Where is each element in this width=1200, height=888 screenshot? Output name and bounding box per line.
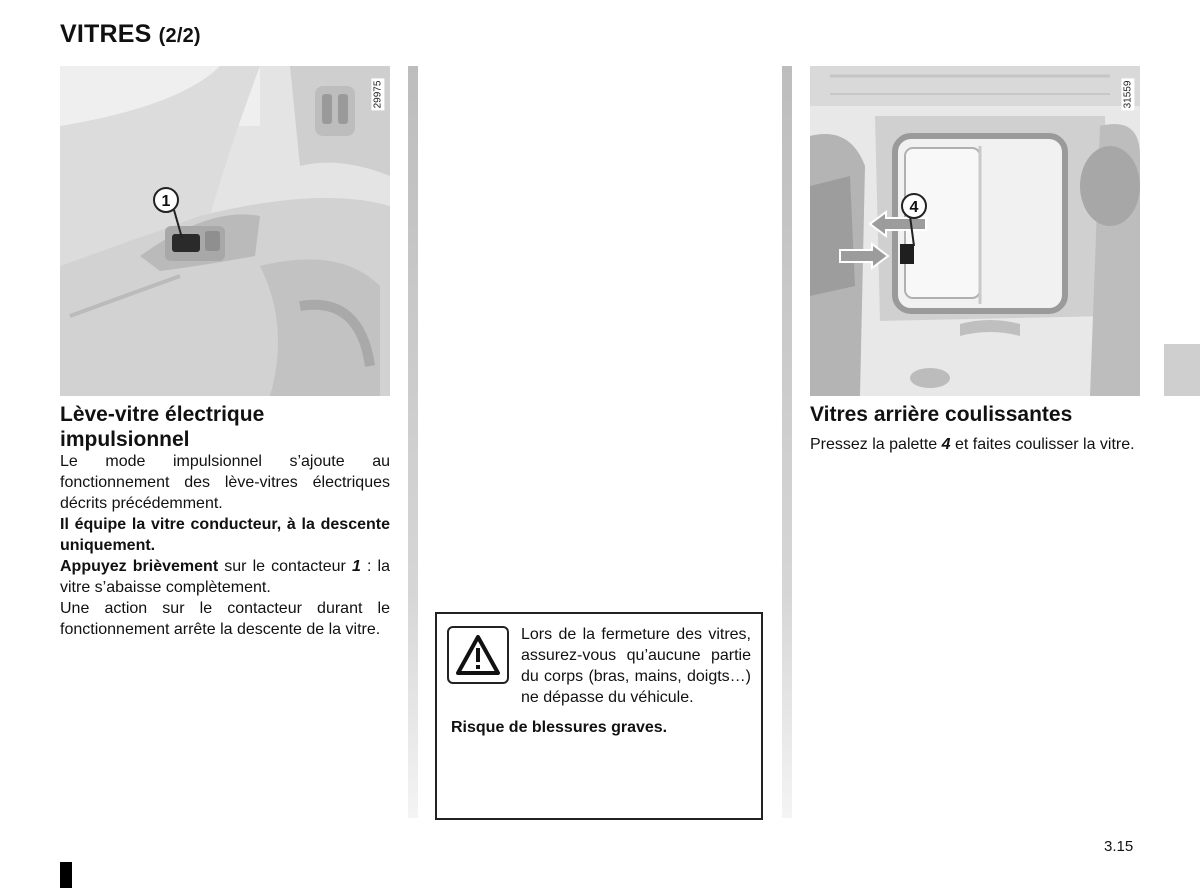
text: Pressez la palette — [810, 436, 942, 453]
chapter-tab — [1164, 344, 1200, 396]
right-section — [810, 402, 1140, 455]
door-switch-photo — [60, 66, 390, 396]
warning-text — [451, 624, 751, 738]
column-divider-right — [782, 66, 792, 818]
figure-code: 31559 — [1122, 80, 1134, 109]
paragraph — [810, 434, 1140, 455]
palette-callout-label: 4 — [909, 199, 919, 216]
warning-message: Lors de la fermeture des vitres, assurez-vous qu’aucune partie du corps (bras, mains, doigts…) ne dépasse du véhicule. — [521, 626, 751, 706]
text: et faites coulisser la vitre. — [950, 436, 1135, 453]
bold-text: Appuyez brièvement — [60, 558, 219, 575]
page-number: 3.15 — [1104, 838, 1134, 855]
switch-callout-label: 1 — [161, 193, 171, 210]
sliding-window-photo — [810, 66, 1140, 396]
bold-text: Il équipe la vitre conducteur, à la descente uniquement. — [60, 516, 390, 554]
column-divider-left — [408, 66, 418, 818]
warning-box — [435, 612, 763, 820]
figure-code: 29975 — [372, 80, 384, 109]
left-body — [60, 451, 390, 640]
text: : la vitre s’abaisse complètement. — [60, 558, 391, 596]
section-heading: Vitres arrière coulissantes — [810, 403, 1073, 426]
sliding-window-illustration — [810, 66, 1140, 396]
page-title — [60, 20, 201, 49]
right-body — [810, 434, 1140, 455]
warning-risk: Risque de blessures graves. — [451, 719, 668, 736]
left-section — [60, 402, 390, 640]
reference-number: 4 — [941, 436, 951, 453]
page-title-suffix: (2/2) — [158, 25, 201, 47]
section-heading: Lève-vitre électrique impulsionnel — [60, 403, 265, 451]
paragraph: Une action sur le contacteur durant le fonctionnement arrête la descente de la vitre. — [60, 600, 390, 638]
paragraph-bold — [60, 514, 390, 556]
paragraph — [60, 556, 390, 598]
paragraph: Le mode impulsionnel s’ajoute au fonctionnement des lève-vitres électriques décrits précédemment. — [60, 453, 390, 512]
page-title-text: VITRES — [60, 20, 152, 48]
corner-mark — [60, 862, 72, 888]
door-switch-illustration — [60, 66, 390, 396]
reference-number: 1 — [351, 558, 361, 575]
text: sur le contacteur — [218, 558, 352, 575]
